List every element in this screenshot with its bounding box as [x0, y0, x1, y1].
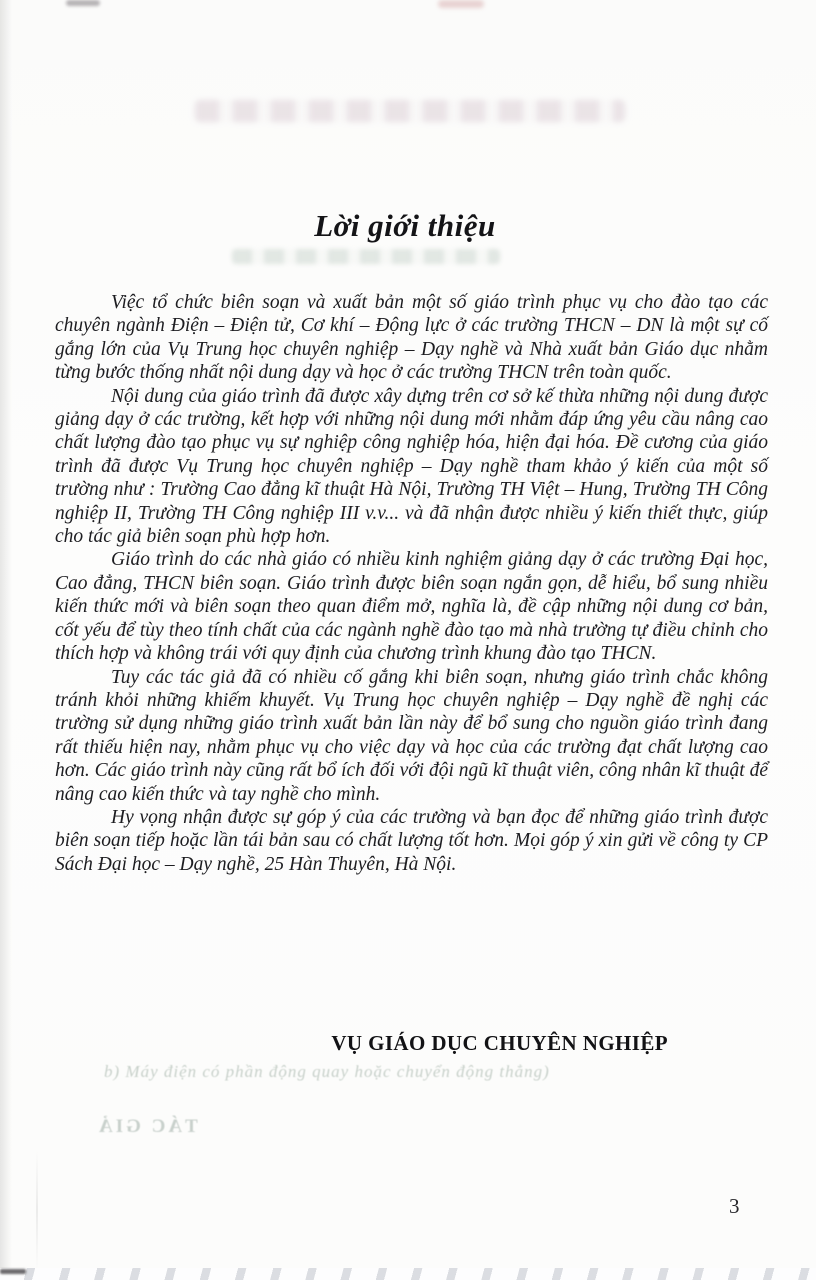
bleedthrough-figure-caption: b) Máy điện có phần động quay hoặc chuyển động thẳng) [104, 1062, 550, 1081]
foreword-body [55, 291, 768, 876]
page-number: 3 [729, 1194, 740, 1218]
page-title: Lời giới thiệu [314, 208, 496, 243]
foreword-paragraph-5: Hy vọng nhận được sự góp ý của các trường và bạn đọc để những giáo trình được biên soạn tiếp hoặc lần tái bản sau có chất lượng tốt hơn. Mọi góp ý xin gửi về công ty CP Sách Đại học – Dạy nghề, 25 Hàn Thuyên, Hà Nội. [55, 806, 768, 875]
scan-artifact-mark [438, 0, 484, 8]
bleedthrough-smudge [232, 249, 500, 264]
foreword-paragraph-2: Nội dung của giáo trình đã được xây dựng trên cơ sở kế thừa những nội dung được giảng dạy ở các trường, kết hợp với những nội dung mới nhằm đáp ứng yêu cầu nâng cao chất lượng đào tạo phục vụ sự nghiệp công nghiệp hóa, hiện đại hóa. Đề cương của giáo trình đã được Vụ Trung học chuyên nghiệp – Dạy nghề tham khảo ý kiến của một số trường như : Trường Cao đẳng kĩ thuật Hà Nội, Trường TH Việt – Hung, Trường TH Công nghiệp II, Trường TH Công nghiệp III v.v... và đã nhận được nhiều ý kiến thiết thực, giúp cho tác giả biên soạn phù hợp hơn. [55, 385, 768, 548]
scan-edge-band [0, 1268, 816, 1280]
bleedthrough-author-label: TÁC GIẢ [96, 1116, 198, 1137]
paper-crease [36, 1150, 38, 1270]
foreword-paragraph-1: Việc tổ chức biên soạn và xuất bản một số giáo trình phục vụ cho đào tạo các chuyên ngành Điện – Điện tử, Cơ khí – Động lực ở các trường THCN – DN là một sự cố gắng lớn của Vụ Trung học chuyên nghiệp – Dạy nghề và Nhà xuất bản Giáo dục nhằm từng bước thống nhất nội dung dạy và học ở các trường THCN trên toàn quốc. [55, 292, 768, 384]
foreword-paragraph-4: Tuy các tác giả đã có nhiều cố gắng khi biên soạn, nhưng giáo trình chắc không tránh khỏi những khiếm khuyết. Vụ Trung học chuyên nghiệp – Dạy nghề đề nghị các trường sử dụng những giáo trình xuất bản lần này để bổ sung cho nguồn giáo trình đang rất thiếu hiện nay, nhằm phục vụ cho việc dạy và học của các trường đạt chất lượng cao hơn. Các giáo trình này cũng rất bổ ích đối với đội ngũ kĩ thuật viên, công nhân kĩ thuật để nâng cao kiến thức và tay nghề cho mình. [55, 666, 768, 805]
scan-artifact-mark [66, 0, 100, 6]
foreword-paragraph-3: Giáo trình do các nhà giáo có nhiều kinh nghiệm giảng dạy ở các trường Đại học, Cao đẳng, THCN biên soạn. Giáo trình được biên soạn ngắn gọn, dễ hiểu, bổ sung nhiều kiến thức mới và biên soạn theo quan điểm mở, nghĩa là, đề cập những nội dung cơ bản, cốt yếu để tùy theo tính chất của các ngành nghề đào tạo mà nhà trường tự điều chỉnh cho thích hợp và không trái với quy định của chương trình khung đào tạo THCN. [55, 549, 768, 665]
scan-artifact-mark [0, 1269, 26, 1274]
bleedthrough-heading-smudge [195, 100, 625, 122]
scan-edge-shadow [0, 0, 12, 1280]
publisher-signature: VỤ GIÁO DỤC CHUYÊN NGHIỆP [331, 1031, 668, 1055]
